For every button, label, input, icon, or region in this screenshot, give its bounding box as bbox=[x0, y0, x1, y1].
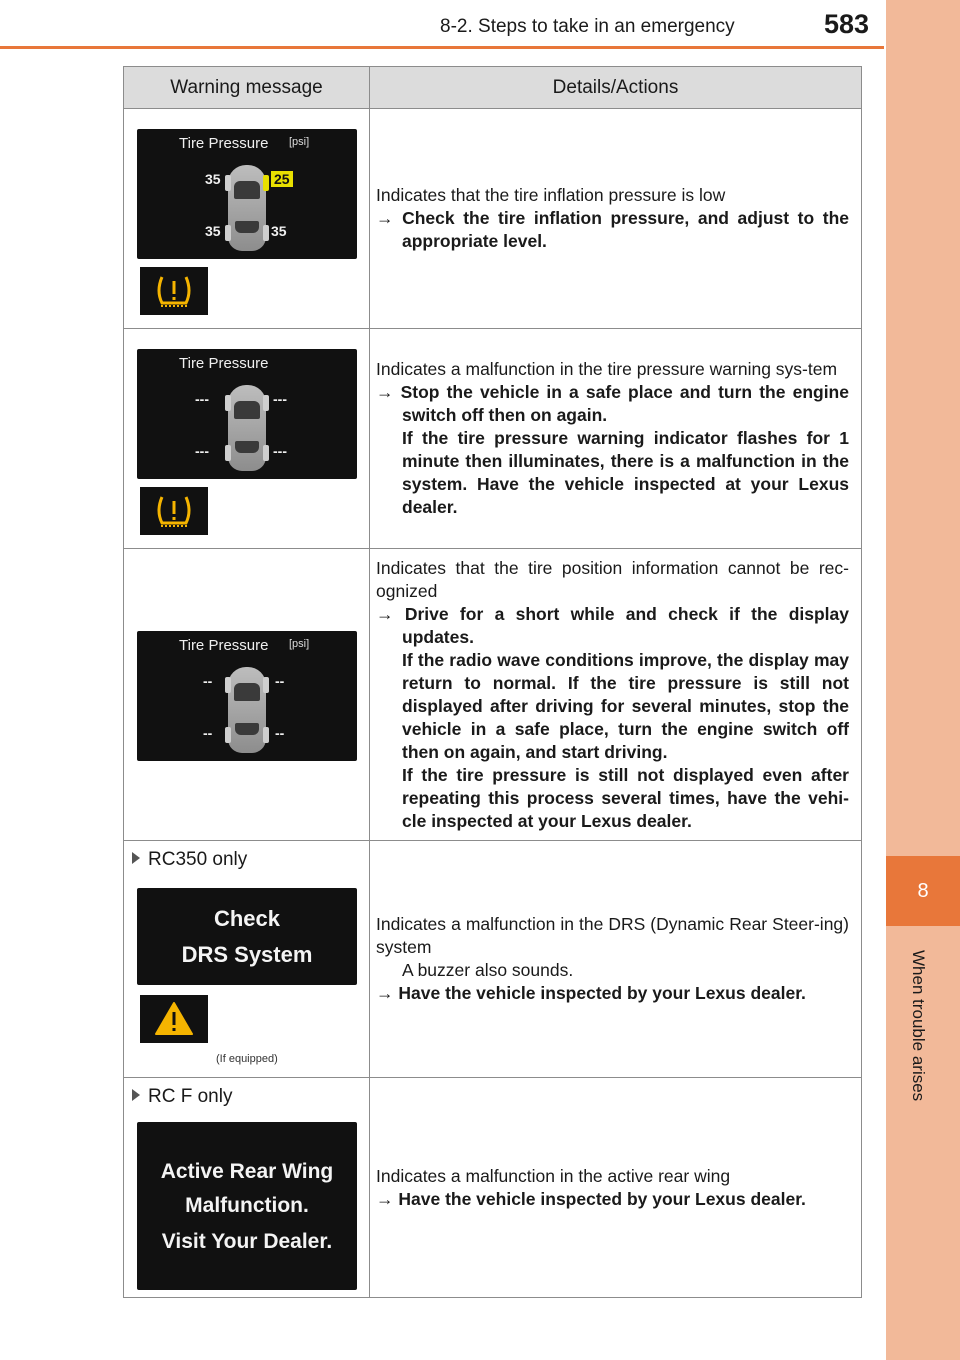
details-text: Indicates a malfunction in the tire pressure warning sys-tem bbox=[376, 359, 838, 379]
table-row bbox=[124, 1078, 861, 1297]
note-text: A buzzer also sounds. bbox=[402, 960, 574, 980]
action-text: → Have the vehicle inspected by your Lexus dealer. bbox=[376, 983, 806, 1003]
action-text: → Have the vehicle inspected by your Lexus dealer. bbox=[376, 1188, 806, 1209]
display-unit: [psi] bbox=[289, 638, 310, 650]
arrow-icon: → bbox=[376, 382, 394, 402]
display-line-2: DRS System bbox=[181, 942, 313, 967]
chapter-number: 8 bbox=[886, 856, 960, 926]
chapter-side-tab bbox=[886, 0, 960, 1360]
warning-message-cell bbox=[124, 841, 370, 1077]
header-rule bbox=[0, 46, 884, 49]
display-line-1: Check bbox=[213, 906, 281, 931]
caution-triangle-icon bbox=[140, 995, 208, 1043]
table-row bbox=[124, 109, 861, 329]
rear-wing-display bbox=[137, 1122, 357, 1290]
display-line-1: Active Rear Wing bbox=[160, 1160, 334, 1183]
chapter-label: When trouble arises bbox=[909, 950, 928, 1102]
display-title: Tire Pressure bbox=[179, 637, 269, 654]
warning-message-table bbox=[123, 66, 862, 1298]
action-extra-text-2: If the tire pressure is still not displayed even after repeating this process several times, have the vehi-cle inspected at your Lexus dealer. bbox=[402, 764, 849, 831]
tire-pressure-front-right: 25 bbox=[271, 171, 293, 187]
triangle-bullet-icon bbox=[132, 852, 140, 864]
warning-message-cell bbox=[124, 549, 370, 840]
column-header-warning-message: Warning message bbox=[124, 67, 370, 108]
details-text: Indicates a malfunction in the DRS (Dynamic Rear Steer-ing) system bbox=[376, 914, 849, 957]
arrow-icon: → bbox=[376, 208, 394, 228]
arrow-icon: → bbox=[376, 603, 394, 624]
if-equipped-note: (If equipped) bbox=[216, 1053, 278, 1065]
table-row bbox=[124, 329, 861, 549]
tire-pressure-rear-right: 35 bbox=[271, 223, 287, 239]
action-extra-text: If the tire pressure warning indicator flashes for 1 minute then illuminates, there is a malfunction in the system. Have the vehicle inspected at your Lexus dealer. bbox=[402, 428, 849, 517]
details-text: Indicates a malfunction in the active rear wing bbox=[376, 1165, 731, 1186]
display-title: Tire Pressure bbox=[179, 135, 269, 152]
tire-pressure-rear-right: -- bbox=[275, 725, 285, 741]
tire-pressure-warning-icon bbox=[140, 487, 208, 535]
table-row bbox=[124, 841, 861, 1078]
column-header-details-actions: Details/Actions bbox=[552, 76, 679, 98]
arrow-icon: → bbox=[376, 1188, 394, 1209]
display-line-2: Malfunction. bbox=[185, 1194, 309, 1217]
details-cell bbox=[370, 549, 861, 840]
drs-display bbox=[137, 888, 357, 985]
car-icon bbox=[228, 385, 266, 471]
tire-pressure-rear-right: --- bbox=[273, 443, 287, 459]
tire-pressure-front-left: --- bbox=[195, 391, 209, 407]
section-title: 8-2. Steps to take in an emergency bbox=[440, 16, 735, 37]
details-cell bbox=[370, 329, 861, 548]
action-text: → Check the tire inflation pressure, and adjust to the appropriate level. bbox=[376, 208, 849, 251]
tire-pressure-front-right: --- bbox=[273, 391, 287, 407]
tire-pressure-front-left: 35 bbox=[205, 171, 221, 187]
tire-pressure-rear-left: 35 bbox=[205, 223, 221, 239]
warning-message-cell bbox=[124, 1078, 370, 1297]
tire-pressure-rear-left: -- bbox=[203, 725, 213, 741]
details-text: Indicates that the tire position information cannot be rec-ognized bbox=[376, 557, 849, 601]
tire-pressure-display bbox=[137, 631, 357, 761]
warning-message-cell bbox=[124, 109, 370, 328]
page-number: 583 bbox=[824, 9, 870, 39]
display-line-3: Visit Your Dealer. bbox=[161, 1230, 333, 1253]
display-unit: [psi] bbox=[289, 136, 310, 148]
details-cell bbox=[370, 1078, 861, 1297]
table-header bbox=[124, 67, 861, 109]
action-text: → Drive for a short while and check if the display updates. bbox=[376, 603, 849, 647]
action-text: → Stop the vehicle in a safe place and turn the engine switch off then on again. bbox=[376, 382, 849, 425]
warning-message-cell bbox=[124, 329, 370, 548]
model-label: RC350 only bbox=[132, 849, 247, 871]
details-text: Indicates that the tire inflation pressure is low bbox=[376, 185, 726, 205]
display-title: Tire Pressure bbox=[179, 355, 269, 372]
car-icon bbox=[228, 165, 266, 251]
arrow-icon: → bbox=[376, 983, 394, 1003]
tire-pressure-display bbox=[137, 129, 357, 259]
action-extra-text: If the radio wave conditions improve, the display may return to normal. If the tire pressure is still not displayed after driving for several minutes, stop the vehicle in a safe place, turn the engine switch off then on again, and start driving. bbox=[402, 649, 849, 762]
table-row bbox=[124, 549, 861, 841]
tire-pressure-rear-left: --- bbox=[195, 443, 209, 459]
tire-pressure-warning-icon bbox=[140, 267, 208, 315]
tire-pressure-front-right: -- bbox=[275, 673, 285, 689]
car-icon bbox=[228, 667, 266, 753]
triangle-bullet-icon bbox=[132, 1089, 140, 1101]
model-label: RC F only bbox=[132, 1086, 232, 1108]
tire-pressure-front-left: -- bbox=[203, 673, 213, 689]
details-cell bbox=[370, 109, 861, 328]
tire-pressure-display bbox=[137, 349, 357, 479]
details-cell bbox=[370, 841, 861, 1077]
